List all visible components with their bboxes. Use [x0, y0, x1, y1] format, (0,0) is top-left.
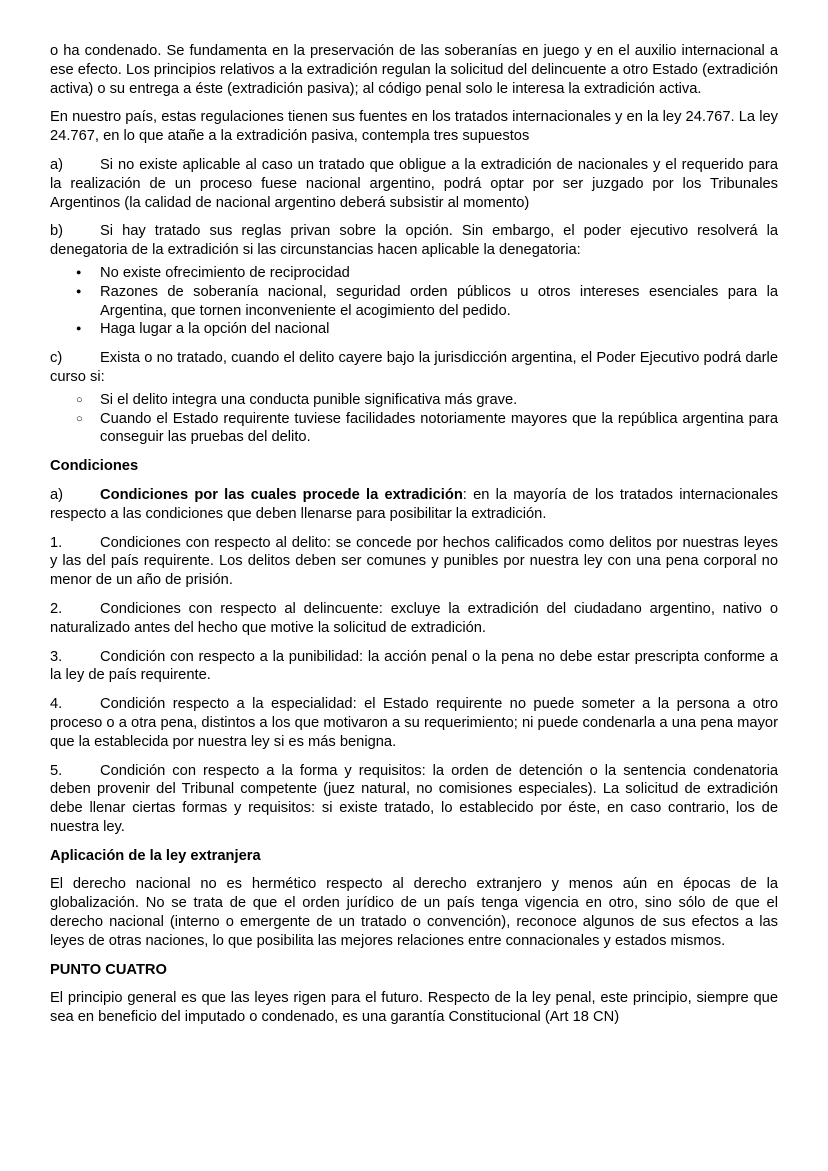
supuesto-b-text: Si hay tratado sus reglas privan sobre la opción. Sin embargo, el poder ejecutivo resolverá la denegatoria de la extradición si las circunstancias hacen aplicable la denegatoria: [50, 223, 778, 259]
curso-list [50, 391, 778, 447]
condicion-number: 3. [50, 648, 63, 665]
list-item-text: Haga lugar a la opción del nacional [100, 321, 330, 338]
list-item-text: Razones de soberanía nacional, seguridad orden públicos u otros intereses esenciales para la Argentina, que tornen inconveniente el acogimiento del pedido. [100, 283, 778, 319]
circle-bullet-icon [76, 391, 83, 411]
supuesto-a [50, 156, 778, 212]
condicion-number: 2. [50, 600, 63, 617]
heading-aplicacion: Aplicación de la ley extranjera [50, 847, 261, 864]
bullet-icon [76, 283, 81, 303]
denegatoria-list [50, 264, 778, 339]
list-item-text: No existe ofrecimiento de reciprocidad [100, 264, 350, 281]
bullet-icon [76, 264, 81, 284]
condicion-text: Condiciones con respecto al delito: se concede por hechos calificados como delitos por nuestras leyes y las del país requirente. Los delitos deben ser comunes y punibles por nuestra ley con una pena corporal no menor de un año de prisión. [50, 534, 778, 589]
heading-condiciones: Condiciones [50, 458, 139, 475]
condiciones-a-label: a) [50, 486, 64, 503]
heading-punto-cuatro: PUNTO CUATRO [50, 961, 167, 978]
list-item [50, 320, 778, 339]
supuesto-a-text: Si no existe aplicable al caso un tratado que obligue a la extradición de nacionales y el requerido para la realización de un proceso fuese nacional argentino, podrá optar por ser juzgado por los Tribunales Argentinos (la calidad de nacional argentino deberá subsistir al momento) [50, 156, 778, 211]
condicion-number: 1. [50, 534, 63, 551]
list-item [50, 410, 778, 448]
paragraph-punto-cuatro: El principio general es que las leyes rigen para el futuro. Respecto de la ley penal, este principio, siempre que sea en beneficio del imputado o condenado, es una garantía Constitucional (Art 18 CN) [50, 990, 778, 1026]
condicion-text: Condiciones con respecto al delincuente: excluye la extradición del ciudadano argentino, nativo o naturalizado antes del hecho que motive la solicitud de extradición. [50, 600, 778, 636]
paragraph-aplicacion: El derecho nacional no es hermético respecto al derecho extranjero y menos aún en épocas de la globalización. No se trata de que el orden jurídico de un país tenga vigencia en otro, sino sólo de que el derecho nacional (interno o emergente de un tratado o convención), reconoce algunos de sus efectos a las leyes de otras naciones, lo que posibilita las mejores relaciones entre connacionales y estados mismos. [50, 876, 778, 949]
list-item-text: Si el delito integra una conducta punible significativa más grave. [100, 391, 518, 408]
list-item [50, 391, 778, 410]
condicion-number: 5. [50, 762, 63, 779]
condicion-text: Condición con respecto a la forma y requisitos: la orden de detención o la sentencia condenatoria deben provenir del Tribunal competente (juez natural, no comisiones especiales). La solicitud de extradición debe llenar ciertas formas y requisitos: si existe tratado, lo establecido por éste, en caso contrario, los de nuestra ley. [50, 762, 778, 835]
circle-bullet-icon [76, 410, 83, 430]
condicion-text: Condición respecto a la especialidad: el Estado requirente no puede someter a la persona a otro proceso o a otra pena, distintos a los que motivaron a su requerimiento; ni puede condenarla a una pena mayor que la establecida por nuestra ley si es más benigna. [50, 696, 778, 750]
document-page [50, 42, 778, 1027]
condicion-number: 4. [50, 696, 63, 713]
condicion-1 [50, 534, 778, 590]
paragraph-fuentes: En nuestro país, estas regulaciones tienen sus fuentes en los tratados internacionales y en la ley 24.767. La ley 24.767, en lo que atañe a la extradición pasiva, contempla tres supuestos [50, 109, 778, 145]
list-item [50, 264, 778, 283]
condicion-2 [50, 600, 778, 638]
list-item-text: Cuando el Estado requirente tuviese facilidades notoriamente mayores que la república argentina para conseguir las pruebas del delito. [100, 410, 778, 446]
supuesto-c [50, 349, 778, 387]
condicion-5 [50, 762, 778, 837]
list-item [50, 283, 778, 321]
supuesto-a-label: a) [50, 156, 64, 173]
condicion-3 [50, 648, 778, 686]
condicion-4 [50, 695, 778, 751]
condicion-text: Condición con respecto a la punibilidad: la acción penal o la pena no debe estar prescripta conforme a la ley de país requirente. [50, 648, 778, 684]
paragraph-extradicion-intro: o ha condenado. Se fundamenta en la preservación de las soberanías en juego y en el auxilio internacional a ese efecto. Los principios relativos a la extradición regulan la solicitud del delincuente a otro Estado (extradición activa) o su entrega a éste (extradición pasiva); al código penal solo le interesa la extradición activa. [50, 43, 778, 97]
supuesto-b-label: b) [50, 223, 64, 240]
condiciones-a [50, 486, 778, 524]
supuesto-c-label: c) [50, 350, 63, 367]
supuesto-b [50, 222, 778, 260]
bullet-icon [76, 320, 81, 340]
condiciones-a-bold: Condiciones por las cuales procede la extradición [100, 486, 463, 503]
condiciones-a-text: : en la mayoría de los tratados internacionales respecto a las condiciones que deben llenarse para posibilitar la extradición. [50, 486, 778, 522]
supuesto-c-text: Exista o no tratado, cuando el delito cayere bajo la jurisdicción argentina, el Poder Ejecutivo podrá darle curso si: [50, 350, 778, 385]
